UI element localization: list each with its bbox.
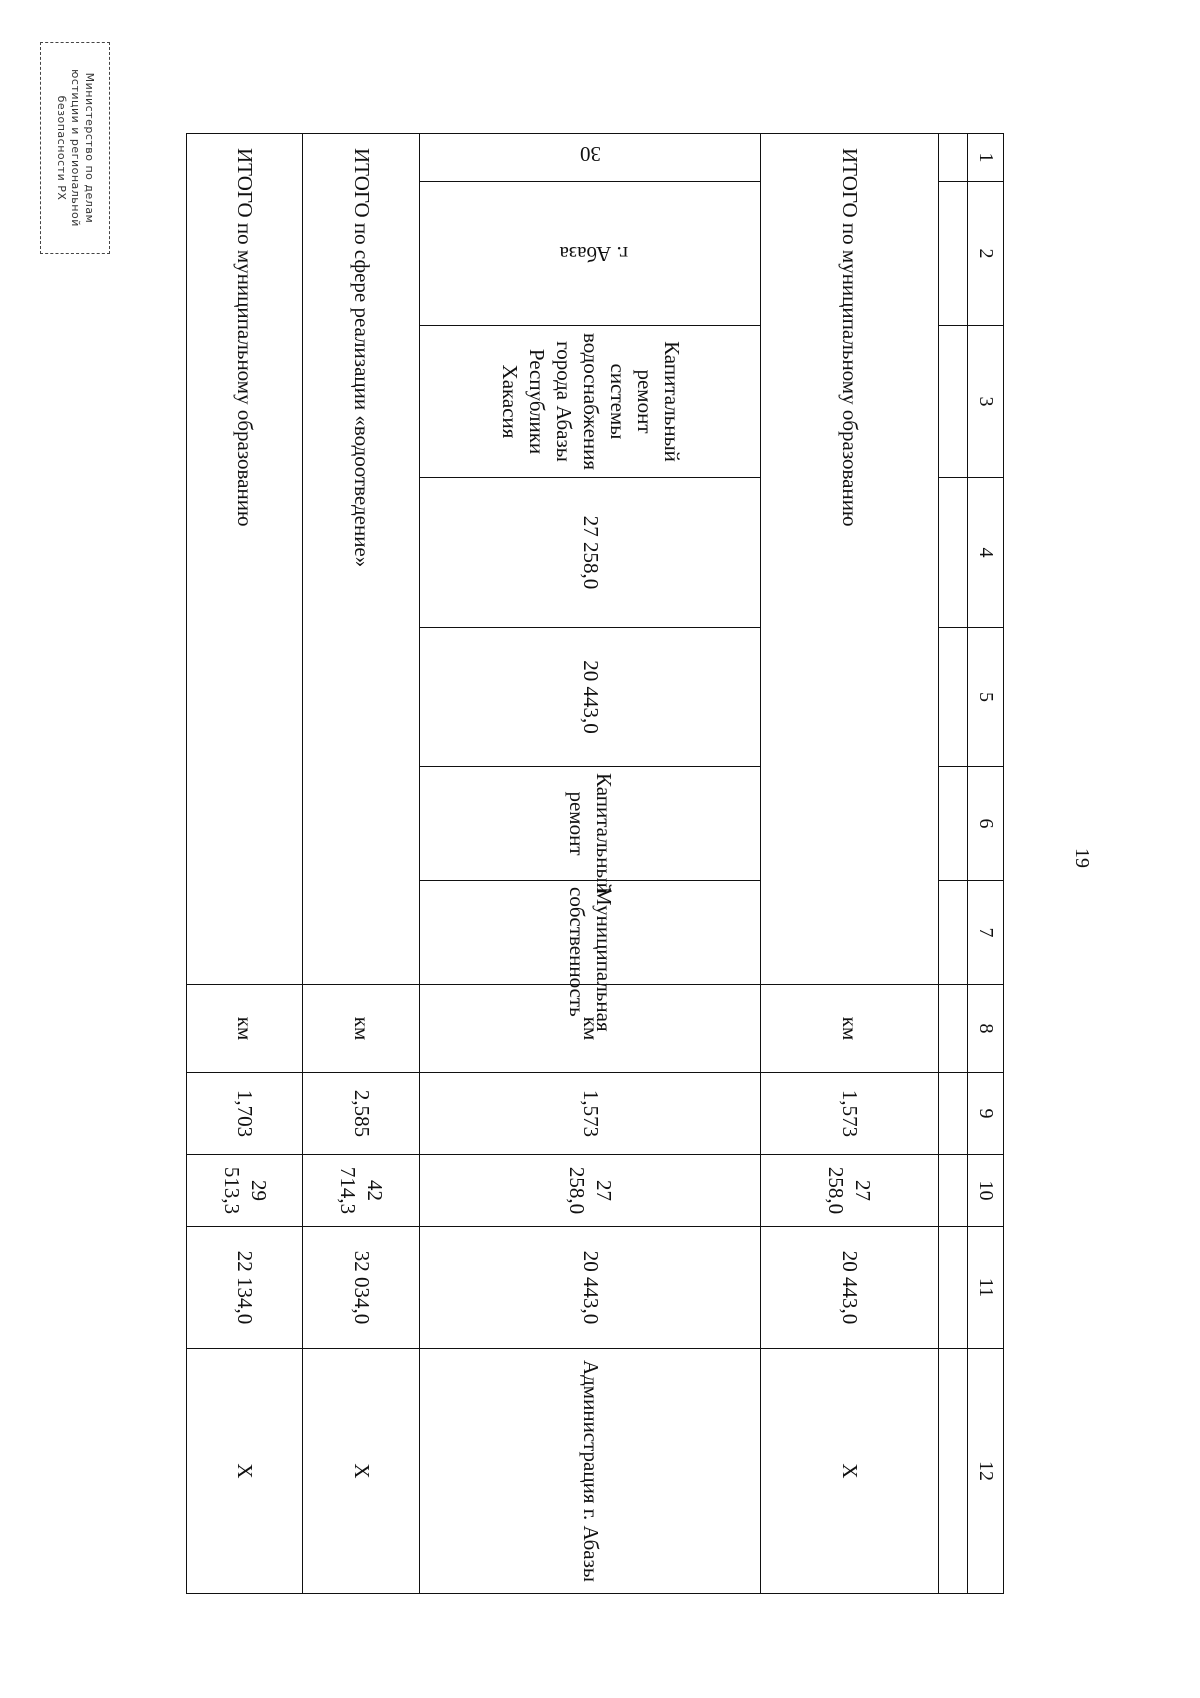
column-number: 9 <box>967 1073 1003 1155</box>
column-number: 3 <box>967 326 1003 478</box>
budget-cost-cell: 20 443,0 <box>419 628 760 767</box>
row-label: ИТОГО по муниципальному образованию <box>187 134 303 985</box>
executor-cell: Х <box>187 1349 303 1594</box>
column-number: 12 <box>967 1349 1003 1594</box>
column-number: 10 <box>967 1155 1003 1227</box>
rotated-table-stage <box>186 133 1004 1593</box>
cost-budget-cell: 32 034,0 <box>303 1227 419 1349</box>
executor-cell: Х <box>761 1349 939 1594</box>
spacer-row <box>938 134 967 1594</box>
cost-budget-cell: 20 443,0 <box>761 1227 939 1349</box>
column-number: 5 <box>967 628 1003 767</box>
stamp-text: Министерство по делам юстиции и региональной безопасности РХ <box>55 69 96 227</box>
column-number: 4 <box>967 478 1003 628</box>
cost-budget-cell: 20 443,0 <box>419 1227 760 1349</box>
unit-cell: км <box>187 985 303 1073</box>
cost-total-cell: 42 714,3 <box>303 1155 419 1227</box>
projects-table <box>186 133 1004 1594</box>
ownership-cell: Муниципальная собственность <box>419 881 760 985</box>
column-number: 6 <box>967 767 1003 881</box>
table-row-mo-total-1 <box>761 134 939 1594</box>
work-type-cell: Капитальный ремонт <box>419 767 760 881</box>
cost-total-cell: 27 258,0 <box>419 1155 760 1227</box>
unit-cell: км <box>419 985 760 1073</box>
column-number: 7 <box>967 881 1003 985</box>
executor-cell: Администрация г. Абазы <box>419 1349 760 1594</box>
column-number: 11 <box>967 1227 1003 1349</box>
registration-stamp <box>40 42 110 254</box>
row-label: ИТОГО по сфере реализации «водоотведение» <box>303 134 419 985</box>
table-row-mo-total-2 <box>187 134 303 1594</box>
length-cell: 2,585 <box>303 1073 419 1155</box>
length-cell: 1,703 <box>187 1073 303 1155</box>
unit-cell: км <box>761 985 939 1073</box>
column-numbers-row <box>967 134 1003 1594</box>
length-cell: 1,573 <box>419 1073 760 1155</box>
unit-cell: км <box>303 985 419 1073</box>
column-number: 2 <box>967 182 1003 326</box>
object-cell: Капитальный ремонт системы водоснабжения города Абазы Республики Хакасия <box>419 326 760 478</box>
table-row-sphere-total <box>303 134 419 1594</box>
settlement-cell: г. Абаза <box>419 182 760 326</box>
column-number: 1 <box>967 134 1003 182</box>
table-row-project-30 <box>419 134 760 1594</box>
estimated-cost-cell: 27 258,0 <box>419 478 760 628</box>
executor-cell: Х <box>303 1349 419 1594</box>
length-cell: 1,573 <box>761 1073 939 1155</box>
cost-budget-cell: 22 134,0 <box>187 1227 303 1349</box>
row-number: 30 <box>419 134 760 182</box>
page-number: 19 <box>1071 848 1094 868</box>
row-label: ИТОГО по муниципальному образованию <box>761 134 939 985</box>
cost-total-cell: 29 513,3 <box>187 1155 303 1227</box>
cost-total-cell: 27 258,0 <box>761 1155 939 1227</box>
column-number: 8 <box>967 985 1003 1073</box>
